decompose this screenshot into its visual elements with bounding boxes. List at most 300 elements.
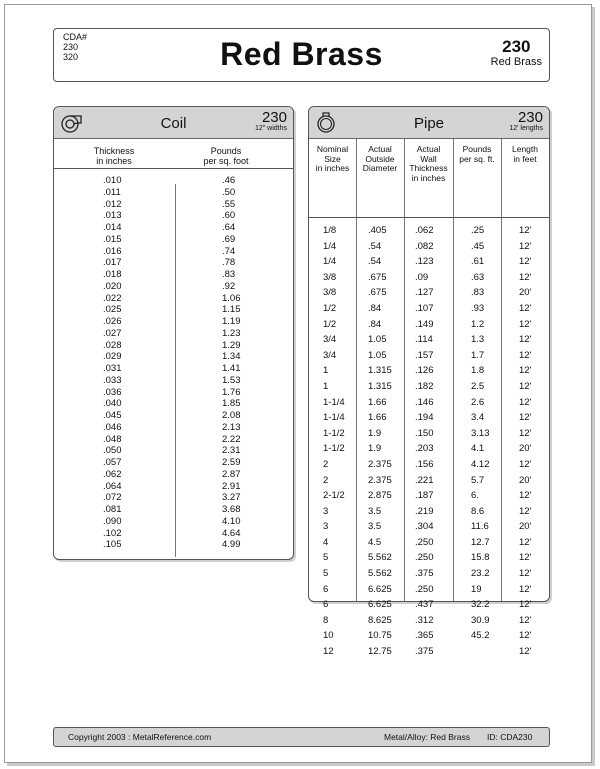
coil-thickness-cell: .081 [103, 504, 122, 515]
coil-alloy-note: 12" widths [254, 125, 287, 132]
pipe-pounds-cell: .45 [471, 240, 485, 252]
pipe-nominal-size-cell: 6 [323, 583, 329, 595]
pipe-nominal-size-cell: 2 [323, 474, 329, 486]
pipe-outside-diameter-cell: 3.5 [368, 521, 382, 533]
pipe-outside-diameter-cell: 4.5 [368, 536, 382, 548]
pipe-nominal-size-cell: 5 [323, 568, 329, 580]
coil-pounds-cell: .64 [222, 222, 236, 233]
coil-thickness-cell: .062 [103, 468, 122, 480]
coil-thickness-cell: .017 [103, 257, 122, 269]
coil-alloy-number: 230 [261, 109, 287, 126]
pipe-table-row [309, 426, 549, 442]
pipe-nominal-size-cell: 10 [323, 630, 334, 642]
pipe-length-cell: 12' [519, 614, 532, 626]
pipe-pounds-cell: 1.2 [471, 318, 485, 330]
coil-thickness-cell: .026 [103, 316, 122, 327]
pipe-pounds-cell: .25 [471, 225, 485, 236]
coil-thickness-cell: .031 [103, 363, 122, 374]
pipe-pounds-cell: 15.8 [471, 552, 490, 564]
coil-thickness-cell: .036 [103, 386, 122, 398]
coil-thickness-cell: .027 [103, 327, 122, 339]
coil-header-pounds-line1: Pounds [210, 146, 242, 156]
pipe-alloy-number: 230 [517, 109, 543, 126]
pipe-table-row [309, 285, 549, 301]
coil-pounds-cell: .74 [222, 245, 236, 257]
pipe-wall-thickness-cell: .09 [415, 271, 429, 283]
pipe-pounds-cell: .63 [471, 271, 485, 283]
coil-thickness-cell: .064 [103, 480, 122, 492]
coil-table-row [54, 539, 293, 551]
pipe-wall-thickness-cell: .221 [415, 474, 434, 486]
pipe-length-cell: 20' [519, 287, 532, 299]
coil-title-bar [54, 107, 293, 139]
pipe-alloy-note: 12' lengths [509, 125, 543, 132]
header-alloy-number: 230 [502, 37, 531, 56]
pipe-length-cell: 20' [519, 521, 532, 533]
coil-table-body [54, 175, 293, 551]
pipe-pounds-cell: 4.1 [471, 443, 485, 455]
pipe-wall-thickness-cell: .123 [415, 256, 434, 268]
coil-table-row [54, 351, 293, 363]
pipe-outside-diameter-cell: 3.5 [368, 505, 382, 517]
coil-thickness-cell: .012 [103, 198, 122, 210]
pipe-pounds-cell: 30.9 [471, 614, 490, 626]
pipe-pounds-cell: 1.8 [471, 365, 485, 377]
pipe-length-cell: 12' [519, 599, 532, 611]
pipe-pounds-cell: .83 [471, 287, 485, 299]
pipe-length-cell: 20' [519, 443, 532, 455]
pipe-wall-thickness-cell: .114 [415, 334, 433, 346]
coil-pounds-cell: 4.99 [222, 539, 241, 551]
pipe-length-cell: 12' [519, 490, 532, 502]
pipe-length-cell: 12' [519, 240, 532, 252]
pipe-wall-thickness-cell: .437 [415, 599, 434, 611]
coil-thickness-cell: .022 [103, 292, 122, 304]
pipe-pounds-cell: .93 [471, 302, 485, 314]
coil-thickness-cell: .013 [103, 210, 122, 222]
pipe-outside-diameter-cell: .84 [368, 302, 382, 314]
pipe-outside-diameter-cell: 2.375 [368, 458, 392, 470]
coil-thickness-cell: .057 [103, 457, 122, 468]
pipe-length-cell: 12' [519, 568, 532, 580]
coil-table-row [54, 340, 293, 352]
pipe-wall-thickness-cell: .082 [415, 240, 434, 252]
coil-pounds-cell: 1.34 [222, 351, 241, 363]
pipe-wall-thickness-cell: .194 [415, 412, 434, 424]
pipe-nominal-size-cell: 3/8 [323, 287, 337, 299]
pipe-wall-thickness-cell: .182 [415, 380, 434, 392]
pipe-wall-thickness-cell: .150 [415, 427, 434, 439]
coil-pounds-cell: 1.19 [222, 316, 241, 327]
pipe-header-length [501, 145, 549, 164]
coil-pounds-cell: 1.53 [222, 374, 241, 386]
pipe-title-bar [309, 107, 549, 139]
coil-pounds-cell: 2.87 [222, 468, 241, 480]
coil-table-row [54, 434, 293, 446]
pipe-alloy [509, 110, 543, 133]
pipe-table-row [309, 301, 549, 317]
pipe-pounds-cell: 3.4 [471, 412, 485, 424]
coil-table-row [54, 375, 293, 387]
footer-metal: Metal/Alloy: Red Brass [384, 732, 470, 742]
coil-thickness-cell: .018 [103, 269, 122, 280]
pipe-outside-diameter-cell: 6.625 [368, 599, 392, 611]
coil-pounds-cell: 1.06 [222, 292, 241, 304]
coil-table-row [54, 199, 293, 211]
pipe-wall-thickness-cell: .375 [415, 568, 434, 580]
pipe-nominal-size-cell: 1-1/2 [323, 443, 345, 455]
pipe-outside-diameter-cell: 1.05 [368, 349, 387, 361]
coil-pounds-cell: .55 [222, 198, 236, 210]
pipe-pounds-cell: 3.13 [471, 427, 490, 439]
pipe-table [309, 139, 549, 658]
coil-thickness-cell: .048 [103, 433, 122, 445]
pipe-length-cell: 12' [519, 225, 532, 236]
coil-pounds-cell: .60 [222, 210, 236, 222]
coil-table-row [54, 528, 293, 540]
pipe-header-line: Thickness [409, 163, 448, 173]
pipe-outside-diameter-cell: 1.66 [368, 412, 387, 424]
pipe-nominal-size-cell: 2-1/2 [323, 490, 345, 502]
pipe-header-nominal-size [309, 145, 356, 174]
pipe-nominal-size-cell: 1/2 [323, 318, 337, 330]
pipe-pounds-cell: .61 [471, 256, 485, 268]
pipe-nominal-size-cell: 3/4 [323, 334, 337, 346]
pipe-table-row [309, 504, 549, 520]
pipe-header-line: in inches [411, 172, 446, 183]
coil-thickness-cell: .011 [103, 186, 121, 198]
coil-header-thickness [74, 146, 154, 166]
coil-pounds-cell: .50 [222, 186, 236, 198]
footer-bar [53, 727, 550, 747]
pipe-table-row [309, 566, 549, 582]
coil-header-pounds-line2: per sq. foot [203, 156, 249, 166]
coil-table-row [54, 363, 293, 375]
pipe-wall-thickness-cell: .219 [415, 505, 434, 517]
coil-table-row [54, 398, 293, 410]
pipe-outside-diameter-cell: .675 [368, 287, 387, 299]
pipe-header-line: in feet [513, 153, 537, 164]
footer-id: ID: CDA230 [487, 732, 533, 742]
coil-table-row [54, 175, 293, 187]
pipe-header-line: Pounds [462, 144, 492, 154]
pipe-table-row [309, 644, 549, 660]
coil-header-rule [54, 168, 293, 169]
pipe-wall-thickness-cell: .187 [415, 490, 434, 502]
pipe-outside-diameter-cell: .54 [368, 256, 382, 268]
coil-pounds-cell: 3.27 [222, 492, 241, 504]
pipe-outside-diameter-cell: 5.562 [368, 552, 392, 564]
coil-pounds-cell: .83 [222, 269, 236, 280]
pipe-pounds-cell: 19 [471, 583, 482, 595]
coil-table-row [54, 504, 293, 516]
pipe-header-line: Size [324, 153, 341, 164]
coil-table-row [54, 422, 293, 434]
pipe-nominal-size-cell: 1 [323, 380, 329, 392]
pipe-nominal-size-cell: 1-1/4 [323, 396, 345, 408]
pipe-header-line: Nominal [316, 144, 349, 154]
coil-thickness-cell: .072 [103, 492, 122, 504]
coil-table-row [54, 469, 293, 481]
pipe-nominal-size-cell: 1/4 [323, 240, 337, 252]
coil-pounds-cell: 2.22 [222, 433, 241, 445]
pipe-nominal-size-cell: 8 [323, 614, 329, 626]
coil-pounds-cell: 1.85 [222, 398, 241, 410]
coil-table-row [54, 445, 293, 457]
pipe-header-line: Outside [365, 153, 395, 164]
pipe-table-row [309, 457, 549, 473]
coil-table-row [54, 316, 293, 328]
pipe-length-cell: 12' [519, 349, 532, 361]
pipe-table-row [309, 254, 549, 270]
coil-table-row [54, 246, 293, 258]
pipe-table-body [309, 223, 549, 660]
pipe-outside-diameter-cell: .405 [368, 225, 387, 236]
pipe-table-row [309, 441, 549, 457]
pipe-table-row [309, 628, 549, 644]
coil-pounds-cell: 4.64 [222, 527, 241, 539]
coil-thickness-cell: .046 [103, 421, 122, 433]
coil-thickness-cell: .028 [103, 339, 122, 351]
pipe-wall-thickness-cell: .250 [415, 552, 434, 564]
coil-table-row [54, 257, 293, 269]
coil-table-row [54, 410, 293, 422]
pipe-pounds-cell: 1.3 [471, 334, 485, 346]
pipe-outside-diameter-cell: 2.875 [368, 490, 392, 502]
pipe-outside-diameter-cell: 5.562 [368, 568, 392, 580]
pipe-outside-diameter-cell: .54 [368, 240, 382, 252]
pipe-length-cell: 12' [519, 630, 532, 642]
pipe-length-cell: 12' [519, 427, 532, 439]
pipe-table-row [309, 597, 549, 613]
pipe-length-cell: 12' [519, 458, 532, 470]
coil-table-row [54, 481, 293, 493]
coil-pounds-cell: .46 [222, 175, 236, 186]
page-title: Red Brass [220, 36, 383, 72]
coil-thickness-cell: .102 [103, 527, 122, 539]
pipe-length-cell: 12' [519, 505, 532, 517]
coil-table-row [54, 187, 293, 199]
coil-pounds-cell: 1.41 [222, 363, 241, 374]
pipe-outside-diameter-cell: 6.625 [368, 583, 392, 595]
pipe-wall-thickness-cell: .156 [415, 458, 434, 470]
pipe-nominal-size-cell: 1-1/2 [323, 427, 345, 439]
pipe-length-cell: 12' [519, 583, 532, 595]
pipe-table-row [309, 535, 549, 551]
pipe-table-row [309, 363, 549, 379]
pipe-nominal-size-cell: 4 [323, 536, 329, 548]
pipe-length-cell: 12' [519, 271, 532, 283]
pipe-length-cell: 12' [519, 412, 532, 424]
coil-pounds-cell: 2.31 [222, 445, 241, 457]
pipe-outside-diameter-cell: 1.05 [368, 334, 387, 346]
pipe-outside-diameter-cell: 2.375 [368, 474, 392, 486]
pipe-wall-thickness-cell: .250 [415, 536, 434, 548]
pipe-wall-thickness-cell: .149 [415, 318, 434, 330]
coil-pounds-cell: 2.08 [222, 410, 241, 421]
pipe-wall-thickness-cell: .203 [415, 443, 434, 455]
pipe-length-cell: 12' [519, 380, 532, 392]
pipe-wall-thickness-cell: .126 [415, 365, 434, 377]
pipe-table-row [309, 488, 549, 504]
coil-thickness-cell: .105 [103, 539, 122, 551]
pipe-nominal-size-cell: 1/4 [323, 256, 337, 268]
pipe-outside-diameter-cell: 1.9 [368, 427, 382, 439]
pipe-length-cell: 12' [519, 536, 532, 548]
pipe-nominal-size-cell: 3/8 [323, 271, 337, 283]
pipe-header-line: Wall [420, 153, 437, 164]
coil-pounds-cell: 4.10 [222, 515, 241, 527]
pipe-outside-diameter-cell: 1.9 [368, 443, 382, 455]
pipe-table-row [309, 348, 549, 364]
coil-panel [53, 106, 294, 560]
pipe-header-line: Actual [416, 144, 441, 154]
pipe-header-wall-thickness [404, 145, 453, 183]
pipe-wall-thickness-cell: .127 [415, 287, 434, 299]
pipe-nominal-size-cell: 3 [323, 505, 329, 517]
coil-thickness-cell: .040 [103, 398, 122, 410]
pipe-pounds-cell: 32.2 [471, 599, 490, 611]
pipe-wall-thickness-cell: .312 [415, 614, 434, 626]
pipe-pounds-cell: 11.6 [471, 521, 489, 533]
pipe-header-line: per sq. ft. [459, 153, 495, 164]
pipe-table-row [309, 270, 549, 286]
pipe-length-cell: 12' [519, 396, 532, 408]
coil-table-row [54, 516, 293, 528]
pipe-outside-diameter-cell: 1.66 [368, 396, 387, 408]
pipe-header-line: Diameter [362, 163, 398, 173]
coil-thickness-cell: .025 [103, 304, 122, 316]
header-alloy-name: Red Brass [490, 56, 542, 68]
coil-header-pounds [186, 146, 266, 166]
coil-table-row [54, 328, 293, 340]
coil-thickness-cell: .014 [103, 222, 122, 233]
coil-pounds-cell: 2.59 [222, 457, 241, 468]
pipe-length-cell: 20' [519, 474, 532, 486]
pipe-nominal-size-cell: 3 [323, 521, 329, 533]
pipe-nominal-size-cell: 1-1/4 [323, 412, 345, 424]
pipe-outside-diameter-cell: .675 [368, 271, 387, 283]
pipe-header-outside-diameter [356, 145, 404, 174]
pipe-wall-thickness-cell: .157 [415, 349, 434, 361]
coil-table-row [54, 387, 293, 399]
pipe-wall-thickness-cell: .146 [415, 396, 434, 408]
pipe-table-row [309, 613, 549, 629]
pipe-outside-diameter-cell: 1.315 [368, 365, 392, 377]
pipe-length-cell: 12' [519, 256, 532, 268]
pipe-wall-thickness-cell: .107 [415, 302, 434, 314]
pipe-header-line: Actual [368, 144, 392, 154]
coil-table-row [54, 304, 293, 316]
coil-header-thickness-line2: in inches [96, 156, 132, 166]
coil-pounds-cell: .78 [222, 257, 236, 269]
coil-header-thickness-line1: Thickness [93, 146, 135, 156]
pipe-wall-thickness-cell: .365 [415, 630, 434, 642]
pipe-pounds-cell: 2.6 [471, 396, 485, 408]
pipe-table-row [309, 317, 549, 333]
pipe-length-cell: 12' [519, 646, 532, 658]
coil-title: Coil [160, 115, 187, 132]
pipe-length-cell: 12' [519, 302, 532, 314]
pipe-nominal-size-cell: 1/2 [323, 302, 337, 314]
pipe-outside-diameter-cell: .84 [368, 318, 382, 330]
coil-thickness-cell: .090 [103, 515, 122, 527]
pipe-table-row [309, 410, 549, 426]
pipe-wall-thickness-cell: .375 [415, 646, 434, 658]
coil-pounds-cell: .69 [222, 233, 236, 245]
coil-table-row [54, 222, 293, 234]
pipe-pounds-cell: 12.7 [471, 536, 490, 548]
pipe-pounds-cell: 1.7 [471, 349, 485, 361]
pipe-wall-thickness-cell: .304 [415, 521, 434, 533]
coil-table-row [54, 457, 293, 469]
pipe-length-cell: 12' [519, 318, 532, 330]
pipe-outside-diameter-cell: 12.75 [368, 646, 392, 658]
pipe-pounds-cell: 6. [471, 490, 479, 502]
coil-table-row [54, 234, 293, 246]
coil-thickness-cell: .010 [103, 175, 122, 186]
pipe-length-cell: 12' [519, 334, 532, 346]
cda-number-1: 230 [63, 42, 79, 52]
pipe-table-row [309, 332, 549, 348]
pipe-outside-diameter-cell: 1.315 [368, 380, 392, 392]
pipe-pounds-cell: 2.5 [471, 380, 485, 392]
pipe-title: Pipe [413, 115, 445, 132]
pipe-table-row [309, 223, 549, 239]
coil-thickness-cell: .045 [103, 410, 122, 421]
pipe-length-cell: 12' [519, 365, 532, 377]
pipe-outside-diameter-cell: 8.625 [368, 614, 392, 626]
pipe-table-row [309, 395, 549, 411]
coil-table-row [54, 492, 293, 504]
pipe-table-row [309, 582, 549, 598]
coil-thickness-cell: .029 [103, 351, 122, 363]
pipe-header-pounds [453, 145, 501, 164]
coil-table-row [54, 293, 293, 305]
coil-thickness-cell: .050 [103, 445, 122, 457]
pipe-header-rule [309, 217, 549, 218]
pipe-wall-thickness-cell: .250 [415, 583, 434, 595]
coil-thickness-cell: .020 [103, 280, 122, 292]
cda-label: CDA# [63, 32, 88, 42]
header-alloy [491, 38, 542, 68]
coil-table-row [54, 281, 293, 293]
coil-thickness-cell: .033 [103, 374, 122, 386]
pipe-nominal-size-cell: 5 [323, 552, 329, 564]
cda-number-2: 320 [63, 52, 79, 62]
pipe-table-row [309, 379, 549, 395]
pipe-pounds-cell: 5.7 [471, 474, 485, 486]
coil-pounds-cell: 1.23 [222, 327, 241, 339]
pipe-header-line: in inches [315, 163, 350, 173]
pipe-table-row [309, 519, 549, 535]
pipe-table-row [309, 473, 549, 489]
pipe-header-line: Length [512, 144, 538, 154]
pipe-wall-thickness-cell: .062 [415, 225, 434, 236]
coil-pounds-cell: 1.29 [222, 339, 241, 351]
pipe-outside-diameter-cell: 10.75 [368, 630, 392, 642]
coil-pounds-cell: 1.76 [222, 386, 241, 398]
pipe-panel [308, 106, 550, 658]
coil-thickness-cell: .016 [103, 245, 122, 257]
coil-table-row [54, 269, 293, 281]
coil-pounds-cell: 3.68 [222, 504, 241, 515]
pipe-nominal-size-cell: 3/4 [323, 349, 337, 361]
pipe-pounds-cell: 45.2 [471, 630, 490, 642]
pipe-nominal-size-cell: 2 [323, 458, 329, 470]
pipe-pounds-cell: 23.2 [471, 568, 490, 580]
pipe-table-row [309, 239, 549, 255]
